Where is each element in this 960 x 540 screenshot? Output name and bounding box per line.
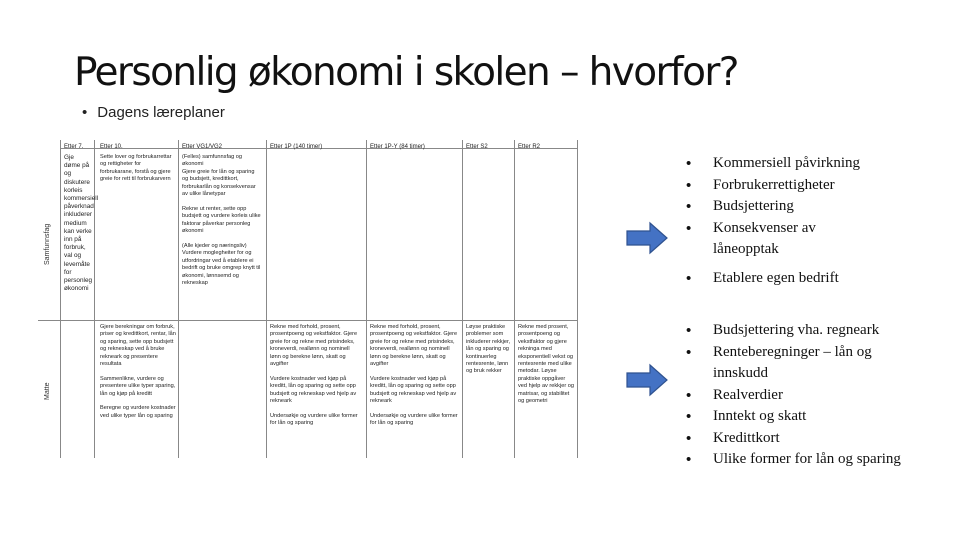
top-topic-list — [686, 153, 886, 289]
table-header: Etter R2 — [518, 144, 541, 150]
list-item: • Budsjettering — [686, 196, 886, 218]
table-cell: Løyse praktiske problemer som inkluderer rekkjer, lån og sparing og kontinuerleg rentesrente, lønn og bruk rekker — [466, 324, 511, 375]
table-cell: (Felles) samfunnsfag og økonomi Gjere greie for lån og sparing og budsjett, kredittkort, forbrukarlån og konsekvensar av ulike lånetypar Rekne ut renter, sette opp budsjett og vurdere korleis ulike faktorar påverkar personleg økonomi (Alle kjeder og næringsliv) Vurdere moglegheiter for og utfordringar ved å etablere ei bedrift og bruke omgrep knytt til økonomi, lønnsemd og rekneskap — [182, 154, 261, 286]
list-item: • Inntekt og skatt — [686, 406, 936, 428]
curriculum-table-image — [38, 140, 578, 458]
list-item: • Budsjettering vha. regneark — [686, 320, 936, 342]
table-header: Etter 1P (140 timer) — [270, 144, 323, 150]
slide-title: Personlig økonomi i skolen – hvorfor? — [74, 50, 738, 95]
right-arrow-icon — [626, 364, 668, 396]
table-cell: Rekne med forhold, prosent, prosentpoeng og vekstfaktor. Gjere greie for og rekne med prisindeks, kroneverdi, reallønn og nominell lønn og berekne lønn, skatt og avgifter Vurdere kostnader ved kjøp på kreditt, lån og sparing og sette opp budsjett og rekneskap ved hjelp av rekneark Undersøkje og vurdere ulike former for lån og sparing — [270, 324, 358, 427]
table-header: Etter 7. — [64, 144, 84, 150]
list-item: • Kredittkort — [686, 428, 936, 450]
table-cell: Rekne med forhold, prosent, prosentpoeng og vekstfaktor. Gjere greie for og rekne med prisindeks, kroneverdi, reallønn og nominell lønn og berekne lønn, skatt og avgifter Vurdere kostnader ved kjøp på kreditt, lån og sparing og sette opp budsjett og rekneskap ved hjelp av rekneark Undersøkje og vurdere ulike former for lån og sparing — [370, 324, 458, 427]
bullet-dot: • — [82, 104, 88, 121]
table-header: Etter 1P-Y (84 timer) — [370, 144, 425, 150]
list-item: • Renteberegninger – lån og innskudd — [686, 342, 928, 385]
right-arrow-icon — [626, 222, 668, 254]
table-header: Etter S2 — [466, 144, 488, 150]
table-cell: Gjere berekningar om forbruk, priser og kredittkort, rentar, lån og sparing, sette opp budsjett og rekneskap ved å bruke rekneark og presentere resultata Sammenlikne, vurdere og presentere ulike typer sparing, lån og kjøp på kreditt Beregne og vurdere kostnader ved ulike typer lån og sparing — [100, 324, 176, 419]
row-label: Matte — [44, 382, 51, 400]
sub-bullet-text: Dagens læreplaner — [97, 104, 225, 121]
table-header: Etter VG1/VG2 — [182, 144, 223, 150]
list-item: • Realverdier — [686, 385, 936, 407]
table-cell: Gje døme på og diskutere korleis kommersiell påverknad inkluderer medium kan verke inn på forbruk, val og levemåte for personleg økonomi — [64, 154, 99, 293]
list-item: • Etablere egen bedrift — [686, 268, 886, 290]
list-item: • Forbrukerrettigheter — [686, 175, 886, 197]
list-item: • Kommersiell påvirkning — [686, 153, 886, 175]
list-item: • Ulike former for lån og sparing — [686, 449, 908, 471]
row-label: Samfunnsfag — [44, 223, 51, 265]
table-cell: Rekne med prosent, prosentpoeng og vekstfaktor og gjere rekninga med eksponentiell vekst og rentesrente med ulike metodar. Løyse praktiske oppgåver ved hjelp av rekkjer og matrisar, og stabilitet og geometri — [518, 324, 574, 405]
table-cell: Sette lover og forbrukarrettar og rettigheter for forbrukarane, forstå og gjere greie for rett til forbrukarvern — [100, 154, 172, 183]
sub-bullet — [82, 104, 225, 121]
bottom-topic-list — [686, 320, 936, 471]
table-header: Etter 10. — [100, 144, 123, 150]
list-item: • Konsekvenser av låneopptak — [686, 218, 831, 261]
